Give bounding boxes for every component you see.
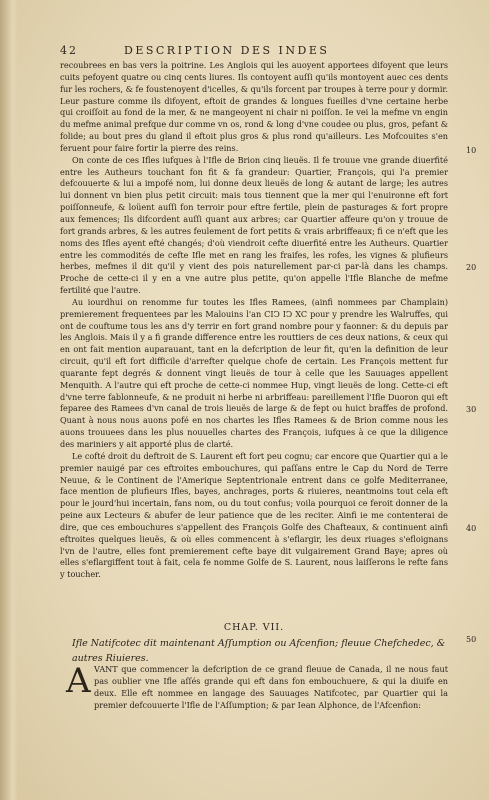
paragraph: On conte de ces Ifles iufques à l'Ifle de Brion cinq lieuës. Il fe trouue vne grande diuerfité entre les Autheurs touchant fon fit & fa grandeur: Quartier, François, qui l'a premier defcouuerte & lui a impofé nom, lui donne deux lieuës de long & autant de large; les autres lui donnent vn bien plus petit circuit: mais tous tiennent que la mer qui l'enuironne eft fort poiſſonneufe, & loüent auſſi fon terroir pour eftre fertile, plein de pasturages & fort propre aux femences; Ils difcordent auſſi quant aux arbres; car Quartier affeure qu'on y trouue de fort grands arbres, & les autres feulement de fort petits & vrais arbriffeaux; fi ce n'eft que les noms des Ifles ayent efté changés; d'où viendroit cefte diuerfité entre les Autheurs. Quartier entre les commodités de cefte Ifle met en rang les fraifes, les rofes, les vignes & plufieurs herbes, mefmes il dit qu'il y vient des pois naturellement par-ci par-là dans les champs. Proche de cette-ci il y en a vne autre plus petite, qu'on appelle l'Ifle Blanche de mefme fertilité que l'autre.	[60, 154, 448, 296]
margin-line-number: 40	[466, 524, 477, 533]
margin-line-number: 50	[466, 635, 477, 644]
margin-line-number: 10	[466, 146, 477, 155]
main-text	[60, 60, 448, 581]
chapter-heading: CHAP. VII.	[223, 622, 285, 633]
running-title: DESCRIPTION DES INDES	[124, 44, 330, 57]
chapter-subtitle: Ifle Natifcotec dit maintenant Aſſumption ou Afcenfion; fleuue Chefchedec, & autres Riuieres.	[72, 638, 446, 664]
chapter-text	[60, 661, 448, 711]
paragraph: Le cofté droit du deftroit de S. Laurent eft fort peu cognu; car encore que Quartier qui a le premier nauigé par ces eftroites embouchures, qui paſſans entre le Cap du Nord de Terre Neuue, & le Continent de l'Amerique Septentrionale entrent dans ce golfe Mediterranee, face mention de plufieurs Ifles, bayes, anchrages, ports & riuieres, neantmoins tout cela eft pour le jourd'hui incertain, fans nom, ou du tout confus; voila pourquoi ce feroit donner de la peine aux Lecteurs & abufer de leur patience que de les reciter. Ainfi ie me contenterai de dire, que ces embouchures s'appellent des François Golfe des Chafteaux, & continuent ainfi eftroites quelques lieuës, & où elles commencent à s'eflargir, les deux riuages s'efloignans l'vn de l'autre, elles font premierement cefte baye dit vulgairement Grand Baye; apres où elles s'eflargiffent tout à fait, cela fe nomme Golfe de S. Laurent, nous laiſſerons le refte fans y toucher.	[60, 450, 448, 580]
margin-line-number: 30	[466, 405, 477, 414]
drop-cap: A	[66, 661, 91, 701]
paragraph: recoubrees en bas vers la poitrine. Les Anglois qui les auoyent apportees difoyent que leurs cuits pefoyent quatre ou cinq cents liures. Ils contoyent auſſi qu'ils montoyent auec ces dents fur les rochers, & fe foustenoyent d'icelles, & qu'ils forcent par troupes à terre pour y dormir. Leur pasture comme ils difoyent, eftoit de grandes & longues fueilles d'vne certaine herbe qui croiſſoit au fond de la mer, & ne mangeoyent ni chair ni poiſſon. Ie vei la mefme vn engin du mefme animal prefque dur comme vn os, rond & long d'vne coudee ou plus, gros, pefant & folide; au bout pres du gland il eftoit plus gros & plus rond qu'ailleurs. Les Mofcouites s'en feruent pour faire fortir la pierre des reins.	[60, 60, 448, 153]
page-binding-edge	[0, 0, 18, 800]
chapter-paragraph: VANT que commencer la defcription de ce grand fleuue de Canada, il ne nous faut pas oublier vne Ifle aſſés grande qui eft dans fon embouchuere, & qui la diuife en deux. Elle eft nommee en langage des Sauuages Natifcotec, par Quartier qui la premier defcouuerte l'Ifle de l'Aſſumption; & par Iean Alphonce, de l'Afcenfion:	[94, 664, 448, 710]
page-number: 42	[60, 44, 78, 57]
running-header	[60, 44, 440, 58]
paragraph: Au iourdhui on renomme fur toutes les Ifles Ramees, (ainfi nommees par Champlain) premierement frequentees par les Malouins l'an CIↃ IↃ XC pour y prendre les Walruffes, qui ont de couftume tous les ans d'y terrir en fort grand nombre pour y faonner: & du depuis par les Anglois. Mais il y a fi grande difference entre les routtiers de ces deux nations, & ceux qui en ont fait mention auparauant, tant en la defcription de leur fit, qu'en la definition de leur circuit, qu'il eft fort difficile d'arrefter quelque chofe de certain. Les François mettent fur quarante fept degrés & donnent vingt lieuës de tour à celle que les Sauuages appellent Menquith. A l'autre qui eft proche de cette-ci nommee Hup, vingt lieuës de long. Cette-ci eft d'vne terre fablonneufe, & ne produit ni herbe ni arbriffeau: pareillement l'Ifle Duoron qui eft feparee des Ramees d'vn canal de trois lieuës de large & de fept ou huict braffes de profond. Quant à nous nous auons pofé en nos chartes les Ifles Ramees & de Brion comme nous les auons trouuees dans les plus nouuelles chartes des François, iufques à ce que la diligence des mariniers y ait apporté plus de clarté.	[60, 296, 448, 449]
margin-line-number: 20	[466, 263, 477, 272]
